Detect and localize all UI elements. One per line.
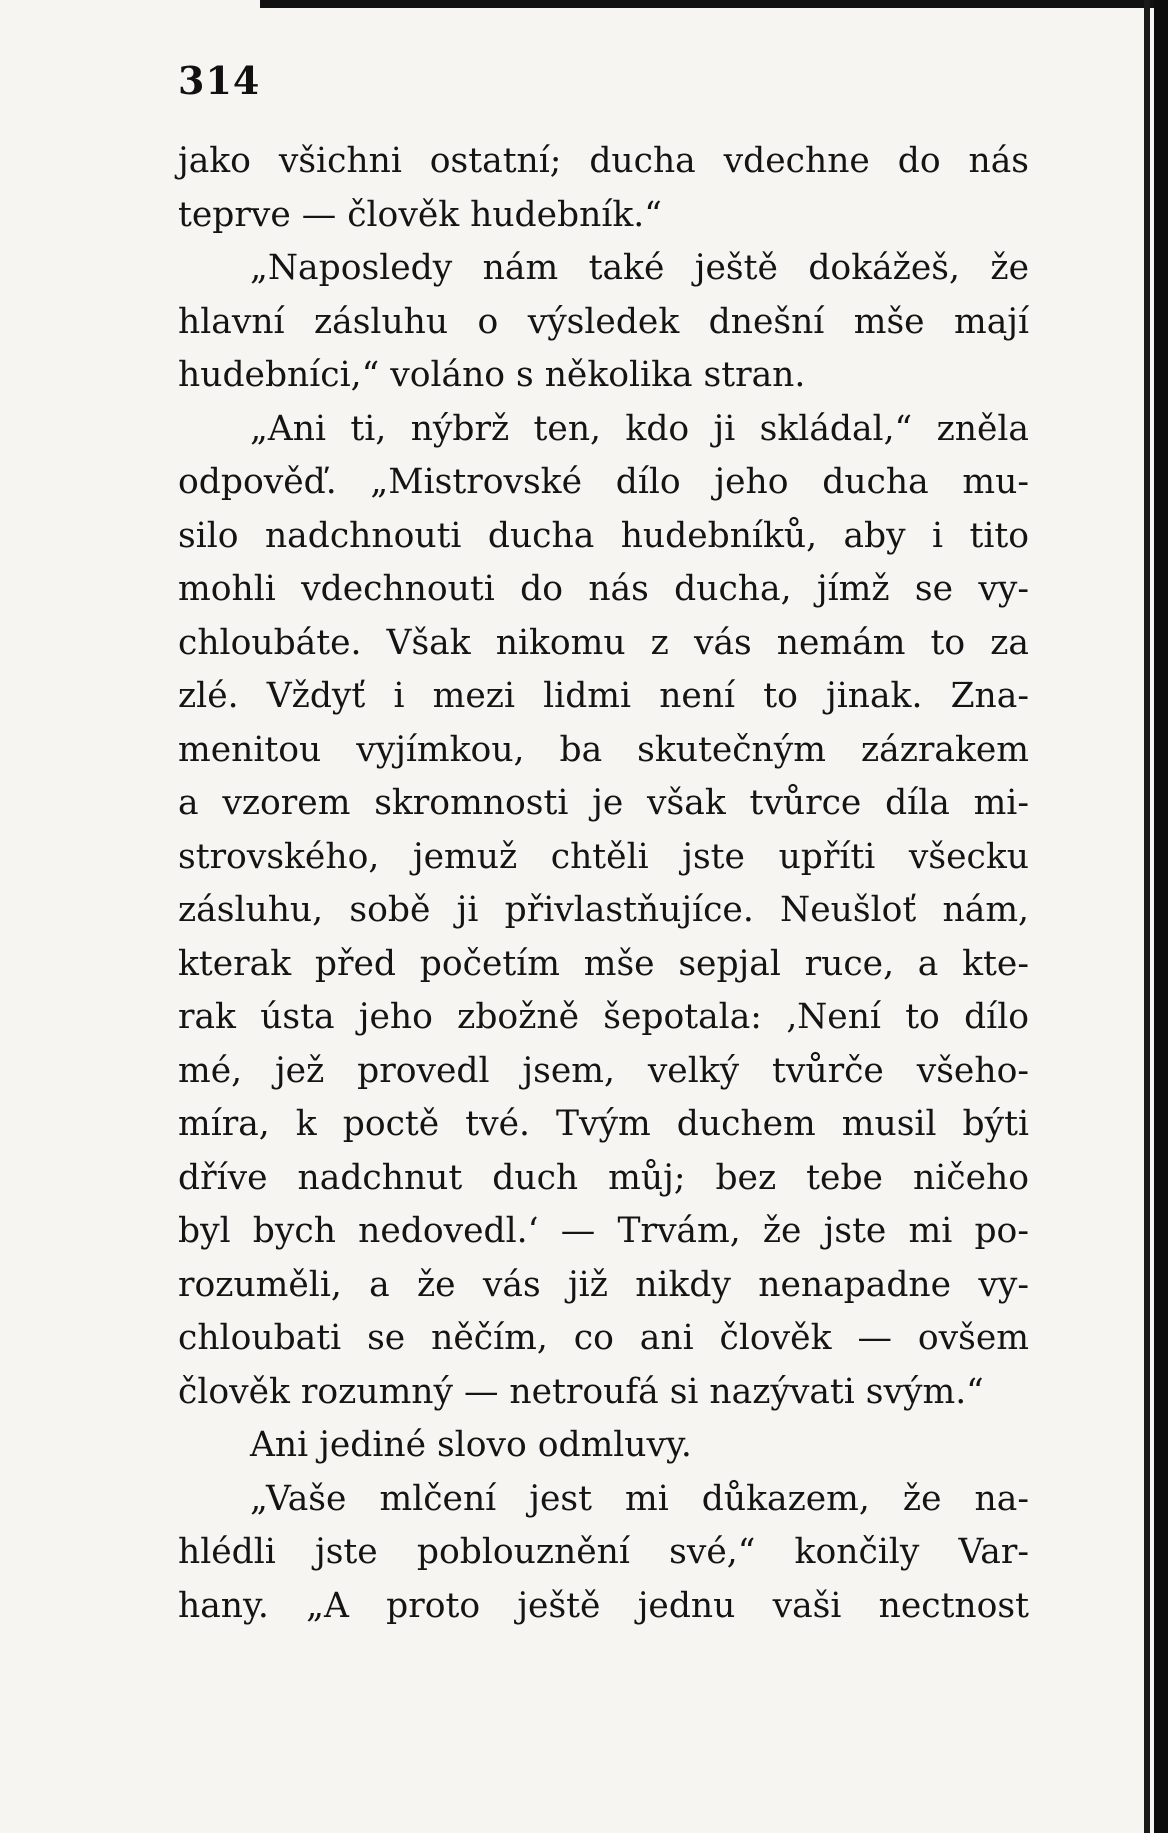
page-edge-right (1154, 0, 1168, 1833)
text-line: menitou vyjímkou, ba skutečným zázrakem (178, 729, 1029, 770)
text-line: odpověď. „Mistrovské dílo jeho ducha mu- (178, 462, 1029, 502)
text-line: teprve — člověk hudebník.“ (178, 194, 662, 235)
text-line: zlé. Vždyť i mezi lidmi není to jinak. Zna- (178, 676, 1029, 716)
text-line: člověk rozumný — netroufá si nazývati svým.“ (178, 1371, 984, 1412)
text-line: hany. „A proto ještě jednu vaši nectnost (178, 1585, 1029, 1626)
text-line: zásluhu, sobě ji přivlastňujíce. Neušloť nám, (178, 890, 1029, 930)
text-line: hudebníci,“ voláno s několika stran. (178, 355, 806, 395)
text-line: jako všichni ostatní; ducha vdechne do nás (178, 141, 1029, 181)
text-line: „Naposledy nám také ještě dokážeš, že (250, 248, 1029, 288)
page-number: 314 (178, 58, 261, 103)
text-line: chloubati se něčím, co ani člověk — ovšem (178, 1318, 1029, 1358)
text-line: mé, jež provedl jsem, velký tvůrče všeho- (178, 1050, 1029, 1091)
text-line: kterak před početím mše sepjal ruce, a kte- (178, 943, 1029, 984)
text-line: „Vaše mlčení jest mi důkazem, že na- (250, 1478, 1029, 1519)
text-line: a vzorem skromnosti je však tvůrce díla mi- (178, 783, 1029, 823)
text-line: hlavní zásluhu o výsledek dnešní mše mají (178, 301, 1029, 342)
text-line: rak ústa jeho zbožně šepotala: ‚Není to dílo (178, 997, 1029, 1037)
text-line: strovského, jemuž chtěli jste upříti všecku (178, 836, 1029, 877)
page-edge-top (260, 0, 1168, 8)
text-line: Ani jediné slovo odmluvy. (250, 1425, 692, 1465)
text-line: silo nadchnouti ducha hudebníků, aby i tito (178, 515, 1029, 556)
body-text (178, 135, 1029, 1633)
text-line: „Ani ti, nýbrž ten, kdo ji skládal,“ zněla (250, 408, 1029, 449)
text-line: dříve nadchnut duch můj; bez tebe ničeho (178, 1157, 1029, 1198)
page-edge-right-inner (1144, 0, 1150, 1833)
text-line: hlédli jste poblouznění své,“ končily Var- (178, 1532, 1029, 1572)
text-line: míra, k poctě tvé. Tvým duchem musil býti (178, 1104, 1029, 1144)
text-line: byl bych nedovedl.‘ — Trvám, že jste mi po- (178, 1211, 1029, 1251)
text-line: chloubáte. Však nikomu z vás nemám to za (178, 622, 1029, 663)
text-line: mohli vdechnouti do nás ducha, jímž se vy- (178, 569, 1029, 609)
text-line: rozuměli, a že vás již nikdy nenapadne vy- (178, 1264, 1029, 1305)
